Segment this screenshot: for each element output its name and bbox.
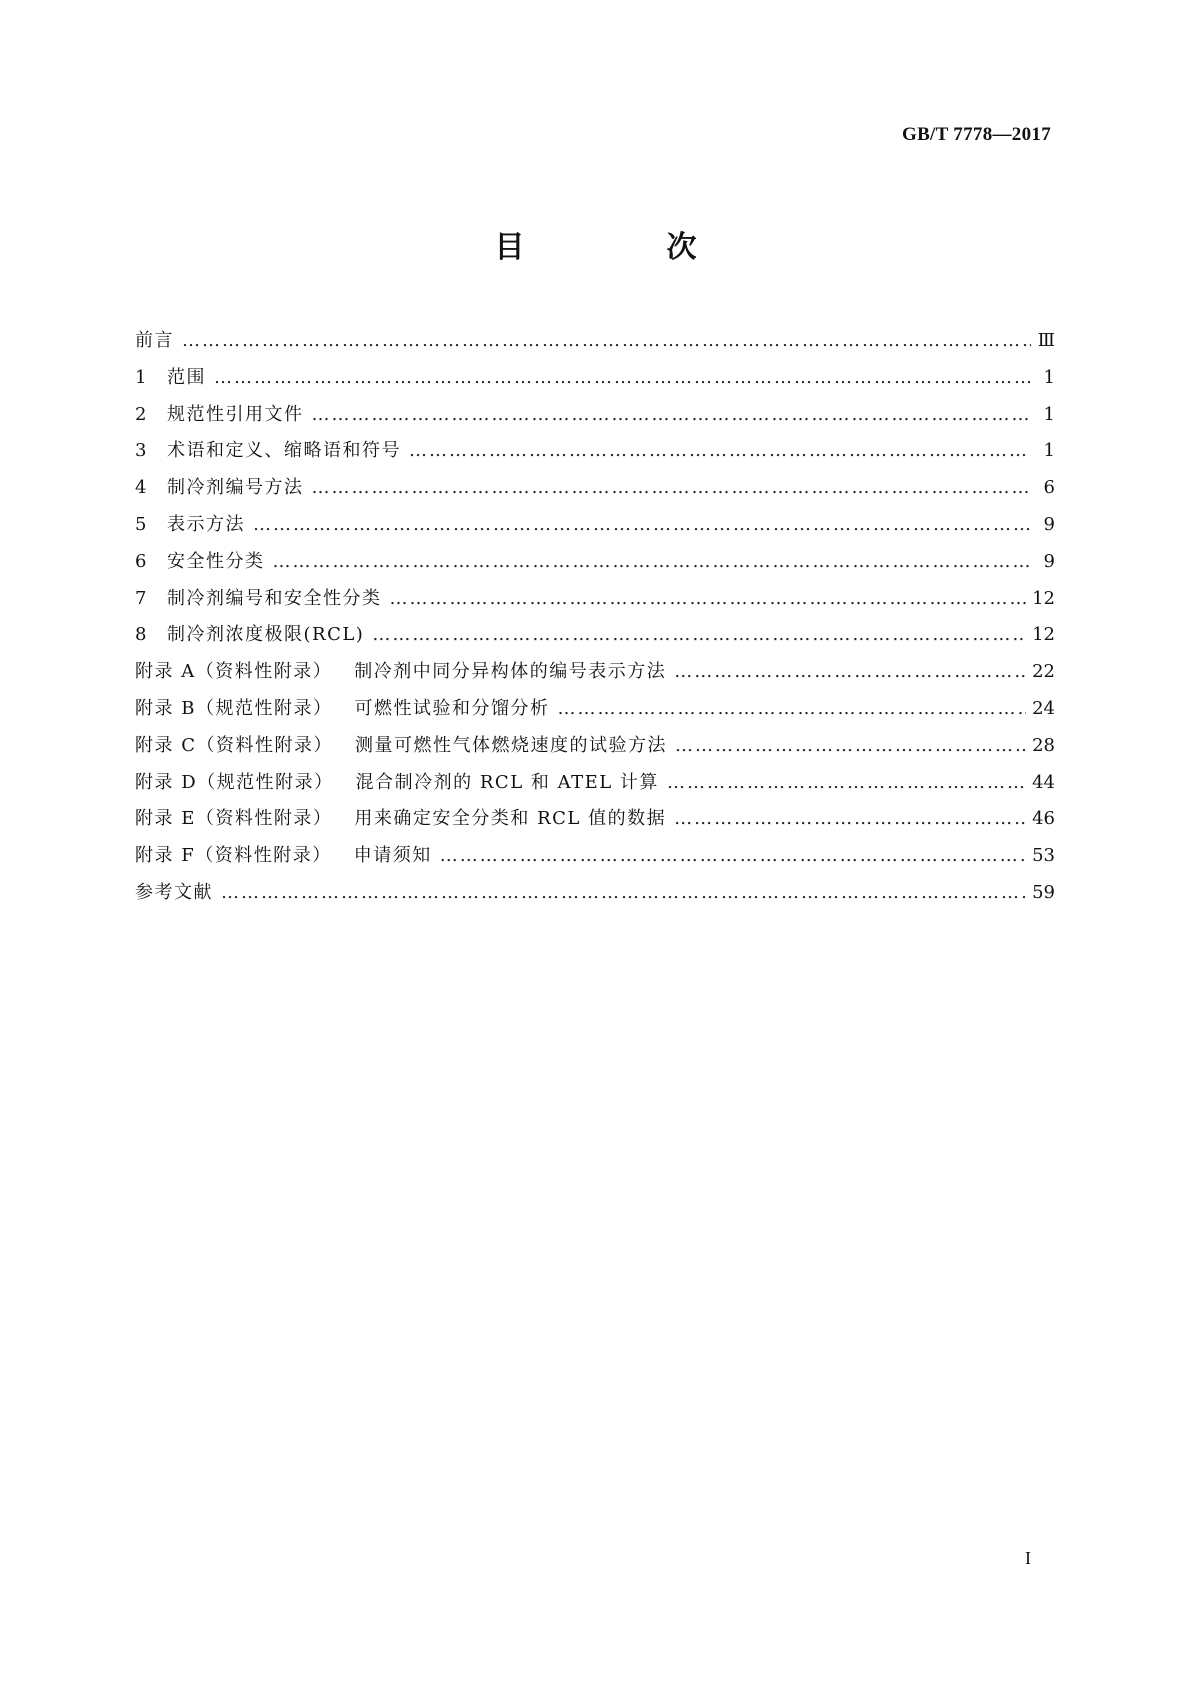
toc-entry-label: 混合制冷剂的 RCL 和 ATEL 计算 xyxy=(355,771,659,793)
annex-prefix: 附录 C（资料性附录） xyxy=(135,734,333,756)
dot-leader xyxy=(390,588,1027,609)
toc-entry-label: 前言 xyxy=(135,330,174,351)
toc-entry-page: 1 xyxy=(1043,440,1055,462)
annex-prefix: 附录 A（资料性附录） xyxy=(135,661,333,683)
toc-entry-page: 6 xyxy=(1043,477,1055,499)
toc-entry-annex-f[interactable] xyxy=(135,841,1055,878)
toc-entry-page: Ⅲ xyxy=(1037,330,1055,351)
toc-entry-annex-e[interactable] xyxy=(135,804,1055,841)
dot-leader xyxy=(253,514,1031,535)
toc-entry-label: 制冷剂浓度极限(RCL) xyxy=(167,624,365,646)
toc-entry-number: 4 xyxy=(135,477,147,499)
dot-leader xyxy=(312,477,1032,498)
toc-entry-label: 术语和定义、缩略语和符号 xyxy=(167,440,401,462)
toc-entry-page: 12 xyxy=(1032,624,1055,646)
dot-leader xyxy=(182,330,1031,351)
toc-entry-foreword[interactable] xyxy=(135,326,1055,363)
page-number: I xyxy=(1025,1548,1031,1568)
dot-leader xyxy=(675,735,1026,756)
toc-entry-7[interactable] xyxy=(135,584,1055,621)
toc-entry-bibliography[interactable] xyxy=(135,878,1055,915)
toc-entry-label: 制冷剂编号和安全性分类 xyxy=(167,587,382,609)
toc-entry-label: 表示方法 xyxy=(167,513,245,535)
toc-entry-label: 用来确定安全分类和 RCL 值的数据 xyxy=(354,808,667,830)
toc-entry-label: 规范性引用文件 xyxy=(167,403,304,425)
toc-entry-page: 9 xyxy=(1043,513,1055,535)
toc-entry-annex-d[interactable] xyxy=(135,768,1055,805)
dot-leader xyxy=(312,404,1032,425)
table-of-contents xyxy=(135,326,1055,915)
toc-entry-annex-b[interactable] xyxy=(135,694,1055,731)
toc-entry-label: 制冷剂编号方法 xyxy=(167,477,304,499)
toc-entry-number: 1 xyxy=(135,366,147,388)
toc-entry-2[interactable] xyxy=(135,400,1055,437)
dot-leader xyxy=(273,551,1032,572)
toc-entry-5[interactable] xyxy=(135,510,1055,547)
dot-leader xyxy=(409,440,1031,461)
toc-entry-page: 59 xyxy=(1032,881,1055,903)
toc-entry-page: 24 xyxy=(1032,697,1055,719)
toc-entry-number: 5 xyxy=(135,513,147,535)
toc-entry-page: 53 xyxy=(1032,845,1055,867)
toc-entry-number: 3 xyxy=(135,440,147,462)
toc-entry-label: 范围 xyxy=(167,366,206,388)
toc-entry-annex-a[interactable] xyxy=(135,657,1055,694)
toc-entry-4[interactable] xyxy=(135,473,1055,510)
toc-entry-3[interactable] xyxy=(135,436,1055,473)
toc-entry-page: 12 xyxy=(1032,587,1055,609)
dot-leader xyxy=(372,624,1026,645)
toc-entry-page: 46 xyxy=(1032,808,1055,830)
toc-entry-label: 参考文献 xyxy=(135,881,213,903)
toc-entry-label: 可燃性试验和分馏分析 xyxy=(354,697,550,719)
page-title: 目 次 xyxy=(494,230,753,265)
annex-prefix: 附录 E（资料性附录） xyxy=(135,808,333,830)
dot-leader xyxy=(674,661,1026,682)
standard-code: GB/T 7778—2017 xyxy=(901,124,1051,145)
toc-entry-number: 2 xyxy=(135,403,147,425)
toc-entry-label: 申请须知 xyxy=(353,845,432,867)
toc-entry-page: 1 xyxy=(1043,403,1055,425)
toc-entry-8[interactable] xyxy=(135,620,1055,657)
dot-leader xyxy=(557,698,1026,719)
dot-leader xyxy=(214,367,1031,388)
dot-leader xyxy=(674,808,1026,829)
toc-entry-page: 44 xyxy=(1032,771,1055,793)
annex-prefix: 附录 D（规范性附录） xyxy=(135,771,334,793)
toc-entry-page: 22 xyxy=(1032,661,1055,683)
toc-entry-page: 28 xyxy=(1032,734,1055,756)
toc-entry-page: 1 xyxy=(1043,366,1055,388)
toc-entry-label: 安全性分类 xyxy=(167,550,265,572)
toc-entry-6[interactable] xyxy=(135,547,1055,584)
annex-prefix: 附录 B（规范性附录） xyxy=(135,697,333,719)
dot-leader xyxy=(221,882,1026,903)
toc-entry-label: 制冷剂中同分异构体的编号表示方法 xyxy=(354,661,667,683)
annex-prefix: 附录 F（资料性附录） xyxy=(135,845,332,867)
toc-entry-label: 测量可燃性气体燃烧速度的试验方法 xyxy=(355,734,667,756)
dot-leader xyxy=(440,845,1026,866)
toc-entry-number: 6 xyxy=(135,550,147,572)
toc-entry-1[interactable] xyxy=(135,363,1055,400)
toc-entry-annex-c[interactable] xyxy=(135,731,1055,768)
dot-leader xyxy=(667,772,1026,793)
toc-entry-number: 8 xyxy=(135,624,147,646)
toc-entry-page: 9 xyxy=(1043,550,1055,572)
toc-entry-number: 7 xyxy=(135,587,147,609)
